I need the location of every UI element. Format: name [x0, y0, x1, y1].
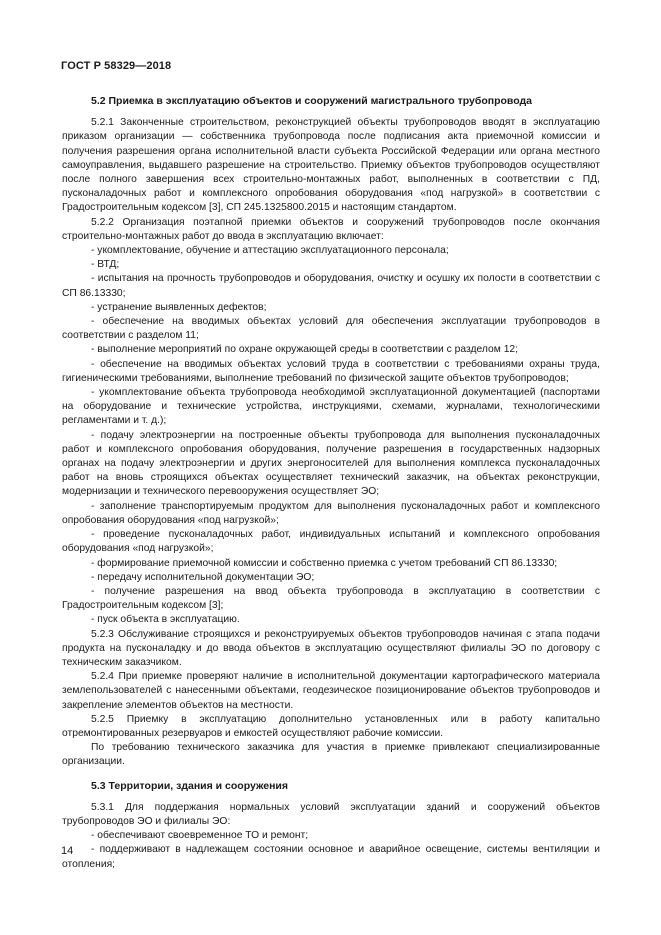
list-item: - испытания на прочность трубопроводов и оборудования, очистку и осушку их полости в соответствии с СП 86.13330; [62, 273, 600, 299]
list-item: - устранение выявленных дефектов; [91, 301, 267, 313]
paragraph-5-2-4: 5.2.4 При приемке проверяют наличие в исполнительной документации картографического материала землепользователей с нанесенными объектами, геодезическое позиционирование объектов трубопроводов и закрепление элементов объектов на местности. [62, 671, 600, 711]
paragraph-5-3-1: 5.3.1 Для поддержания нормальных условий эксплуатации зданий и сооружений объектов трубопроводов ЭО и филиалы ЭО: [62, 801, 600, 827]
list-item: - подачу электроэнергии на построенные объекты трубопровода для выполнения пусконаладочных работ и комплексного опробования оборудования, получение разрешения в государственных надзорных органах на подачу электроэнергии и других энергоносителей для выполнения комплекса пусконаладочных работ на вновь строящихся объектах осуществляет технический заказчик, на объектах реконструкции, модернизации и технического перевооружения осуществляет ЭО; [62, 429, 600, 498]
list-item: - проведение пусконаладочных работ, индивидуальных испытаний и комплексного опробования оборудования «под нагрузкой»; [62, 529, 600, 555]
page-number: 14 [61, 845, 74, 857]
list-item: - обеспечение на вводимых объектах условий труда в соответствии с требованиями охраны труда, гигиеническими требованиями, выполнение требований по физической защите объектов трубопроводов; [62, 358, 600, 384]
list-item: - ВТД; [91, 259, 120, 271]
paragraph-5-2-2: 5.2.2 Организация поэтапной приемки объектов и сооружений трубопроводов после окончания строительно-монтажных работ до ввода в эксплуатацию включает: [62, 216, 600, 242]
list-item: - обеспечивают своевременное ТО и ремонт; [91, 830, 309, 842]
list-item: - передачу исполнительной документации ЭО; [91, 571, 315, 583]
list-item: - заполнение транспортируемым продуктом для выполнения пусконаладочных работ и комплексного опробования оборудования «под нагрузкой»; [62, 500, 600, 526]
list-item: - обеспечение на вводимых объектах условий для обеспечения эксплуатации трубопроводов в соответствии с разделом 11; [62, 316, 600, 342]
list-5-3-1 [62, 829, 600, 872]
list-item: - укомплектование объекта трубопровода необходимой эксплуатационной документацией (паспортами на оборудование и технические устройства, инструкциями, схемами, журналами, технологическими регламентами и т. д.); [62, 387, 600, 427]
list-item: - получение разрешения на ввод объекта трубопровода в эксплуатацию в соответствии с Градостроительным кодексом [3]; [62, 585, 600, 612]
section-heading-5-2: 5.2 Приемка в эксплуатацию объектов и сооружений магистрального трубопровода [91, 95, 533, 107]
section-gap [62, 770, 600, 779]
paragraph-5-2-3: 5.2.3 Обслуживание строящихся и реконструируемых объектов трубопроводов начиная с этапа подачи продукта на пусконаладку и до ввода объектов в эксплуатацию осуществляют филиалы ЭО по договору с техническим заказчиком. [62, 628, 600, 668]
list-item: - формирование приемочной комиссии и собственно приемка с учетом требований СП 86.13330; [91, 557, 558, 569]
paragraph-5-2-5: 5.2.5 Приемку в эксплуатацию дополнительно установленных или в работу капитально отремонтированных резервуаров и емкостей осуществляют рабочие комиссии. [62, 713, 600, 739]
paragraph-5-2-1: 5.2.1 Законченные строительством, реконструкцией объекты трубопроводов вводят в эксплуатацию приказом организации — собственника трубопровода после подписания акта приемочной комиссии и получения разрешения органа исполнительной власти субъекта Российской Федерации или органа местного самоуправления, выдавшего разрешение на строительство. Приемку объектов трубопроводов осуществляют после полного завершения всех строительно-монтажных работ, выполненных в соответствии с ПД, пусконаладочных работ и комплексного опробования оборудования «под нагрузкой» в соответствии с Градостроительным кодексом [3], СП 245.1325800.2015 и настоящим стандартом. [62, 117, 600, 214]
list-item: - укомплектование, обучение и аттестацию эксплуатационного персонала; [91, 245, 449, 257]
list-item: - выполнение мероприятий по охране окружающей среды в соответствии с разделом 12; [91, 344, 519, 356]
section-heading-5-3: 5.3 Территории, здания и сооружения [91, 779, 289, 792]
list-5-2-2 [62, 244, 600, 627]
page-content [62, 94, 600, 872]
document-header: ГОСТ Р 58329—2018 [61, 60, 172, 72]
paragraph-specialized-orgs: По требованию технического заказчика для участия в приемке привлекают специализированные организации. [62, 742, 600, 768]
list-item: - пуск объекта в эксплуатацию. [91, 614, 240, 626]
list-item: - поддерживают в надлежащем состоянии основное и аварийное освещение, системы вентиляции и отопления; [62, 844, 600, 870]
